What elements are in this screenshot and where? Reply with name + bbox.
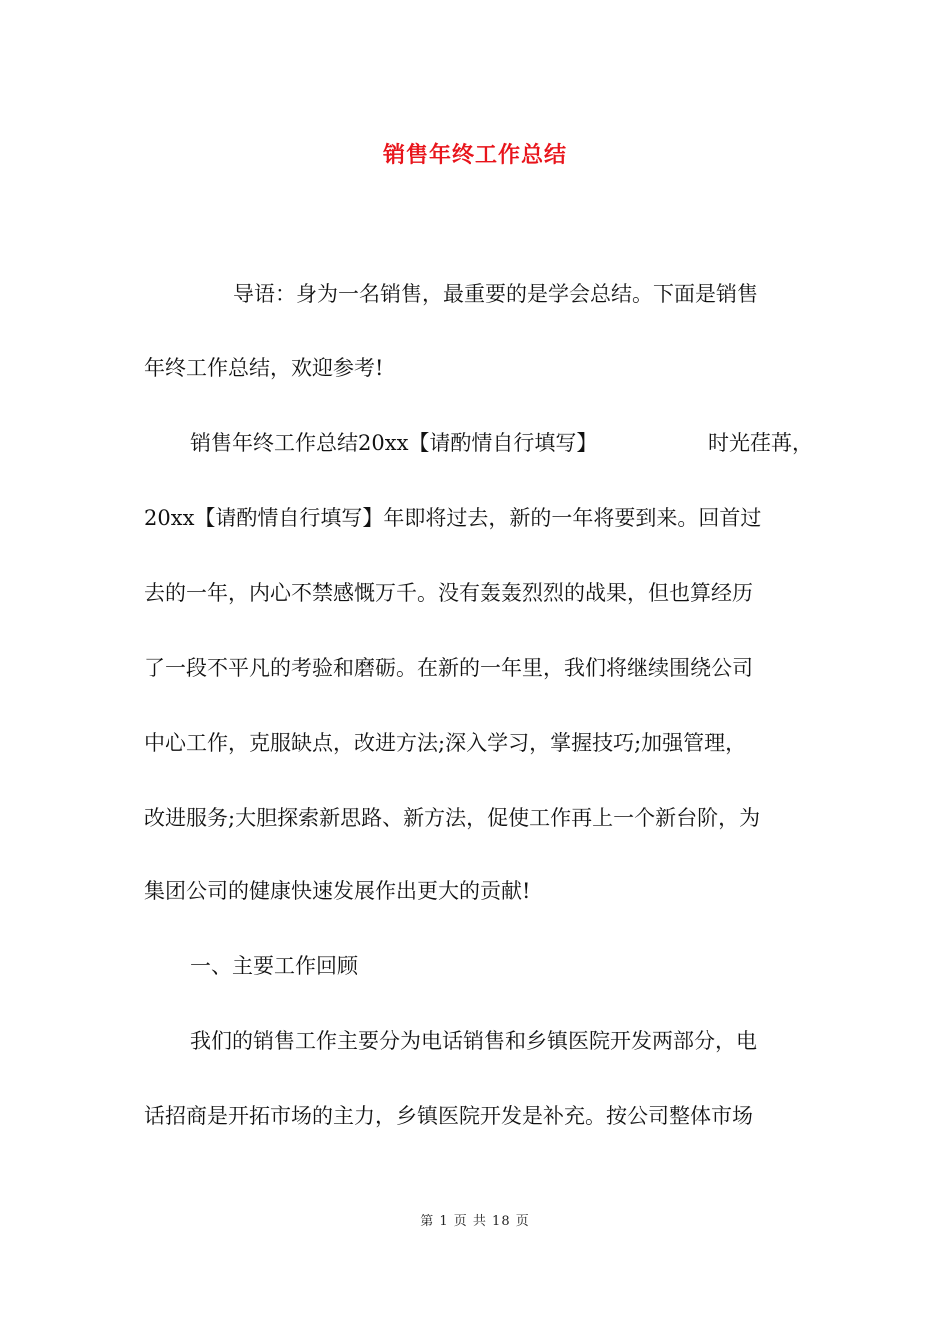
paragraph-line: 改进服务;大胆探索新思路、新方法，促使工作再上一个新台阶，为 [144, 806, 761, 830]
paragraph-line: 中心工作，克服缺点，改进方法;深入学习，掌握技巧;加强管理， [144, 731, 747, 755]
paragraph-line: 了一段不平凡的考验和磨砺。在新的一年里，我们将继续围绕公司 [144, 656, 753, 680]
paragraph-line: 话招商是开拓市场的主力，乡镇医院开发是补充。按公司整体市场 [144, 1104, 753, 1128]
document-title: 销售年终工作总结 [382, 143, 567, 168]
paragraph-line: 去的一年，内心不禁感慨万千。没有轰轰烈烈的战果，但也算经历 [144, 581, 753, 605]
page-footer: 第 1 页 共 18 页 [420, 1214, 530, 1229]
paragraph-line: 导语：身为一名销售，最重要的是学会总结。下面是销售 [233, 282, 758, 306]
paragraph-line: 20xx【请酌情自行填写】年即将过去，新的一年将要到来。回首过 [144, 506, 762, 530]
paragraph-line: 销售年终工作总结20xx【请酌情自行填写】 [190, 431, 598, 455]
paragraph-line: 年终工作总结，欢迎参考! [144, 356, 384, 380]
paragraph-line: 我们的销售工作主要分为电话销售和乡镇医院开发两部分，电 [190, 1029, 757, 1053]
paragraph-line: 集团公司的健康快速发展作出更大的贡献! [144, 879, 531, 903]
section-heading: 一、主要工作回顾 [190, 954, 358, 978]
paragraph-line: 时光荏苒， [708, 431, 813, 455]
